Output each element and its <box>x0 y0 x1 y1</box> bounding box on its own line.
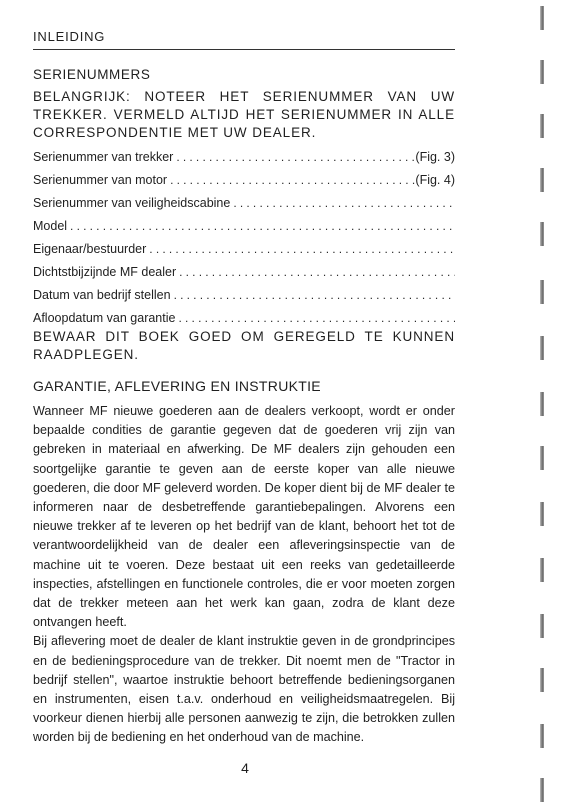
form-label: Serienummer van veiligheidscabine <box>33 196 231 210</box>
form-label: Eigenaar/bestuurder <box>33 242 147 256</box>
form-label: Model <box>33 219 68 233</box>
binding-mark <box>540 502 544 526</box>
form-row-model <box>33 219 455 242</box>
form-row-nearest-dealer <box>33 265 455 288</box>
header-divider <box>33 49 455 50</box>
fill-in-line <box>174 288 455 302</box>
binding-mark <box>540 60 544 84</box>
binding-mark <box>540 558 544 582</box>
binding-mark <box>540 724 544 748</box>
binding-mark <box>540 222 544 246</box>
binding-mark <box>540 668 544 692</box>
form-label: Datum van bedrijf stellen <box>33 288 171 302</box>
form-label: Dichtstbijzijnde MF dealer <box>33 265 177 279</box>
serial-section-title: SERIENUMMERS <box>33 67 151 82</box>
binding-mark <box>540 392 544 416</box>
page-number: 4 <box>241 760 249 776</box>
form-row-cab-serial <box>33 196 455 219</box>
serial-notice: BELANGRIJK: NOTEER HET SERIENUMMER VAN UW TREKKER. VERMELD ALTIJD HET SERIENUMMER IN ALLE CORRESPONDENTIE MET UW DEALER. <box>33 89 455 140</box>
form-row-engine-serial <box>33 173 455 196</box>
fill-in-line <box>179 265 455 279</box>
form-suffix: (Fig. 3) <box>415 150 455 164</box>
fill-in-line <box>170 173 415 187</box>
binding-mark <box>540 280 544 304</box>
form-label: Serienummer van motor <box>33 173 168 187</box>
fill-in-line <box>70 219 455 233</box>
serial-number-form <box>33 150 455 334</box>
fill-in-line <box>149 242 455 256</box>
binding-mark <box>540 614 544 638</box>
warranty-paragraph-1: Wanneer MF nieuwe goederen aan de dealers verkoopt, wordt er onder bepaalde condities de garantie gegeven dat de goederen vrij zijn van gebreken in materiaal en afwerking. De MF dealers zijn gehouden een soortgelijke garantie te geven aan de eerste koper van alle nieuwe goederen, die door MF geleverd worden. De koper dient bij de MF dealer te informeren naar de desbetreffende garantiebepalingen. Alvorens een nieuwe trekker af te leveren op het bedrijf van de klant, behoort het tot de verantwoordelijkheid van de dealer een afleveringsinspectie van de machine uit te voeren. Deze bestaat uit een reeks van gedetailleerde inspecties, afstellingen en functionele controles, die er voor moeten zorgen dat de trekker meteen aan het werk kan gaan, zodra de klant deze ontvangen heeft. <box>33 404 455 630</box>
binding-mark <box>540 778 544 802</box>
fill-in-line <box>178 311 455 325</box>
fill-in-line <box>233 196 455 210</box>
warranty-section-title: GARANTIE, AFLEVERING EN INSTRUKTIE <box>33 378 321 394</box>
keep-book-notice: BEWAAR DIT BOEK GOED OM GEREGELD TE KUNNEN RAADPLEGEN. <box>33 329 455 362</box>
form-row-owner <box>33 242 455 265</box>
form-row-tractor-serial <box>33 150 455 173</box>
binding-mark <box>540 168 544 192</box>
binding-mark <box>540 336 544 360</box>
form-suffix: (Fig. 4) <box>415 173 455 187</box>
page-header-title: INLEIDING <box>33 29 106 44</box>
form-row-commission-date <box>33 288 455 311</box>
fill-in-line <box>176 150 415 164</box>
warranty-paragraph-2: Bij aflevering moet de dealer de klant instruktie geven in de grondprincipes en de bedieningsprocedure van de trekker. Dit noemt men de "Tractor in bedrijf stellen", waartoe instruktie behoort betreffende bedieningsorganen en instrumenten, eisen t.a.v. onderhoud en veiligheidsmaatregelen. Bij voorkeur dienen hierbij alle personen aanwezig te zijn, die betrokken zullen worden bij de bediening en het onderhoud van de machine. <box>33 634 455 745</box>
binding-mark <box>540 114 544 138</box>
warranty-body <box>33 402 455 748</box>
form-label: Serienummer van trekker <box>33 150 174 164</box>
binding-mark <box>540 6 544 30</box>
form-label: Afloopdatum van garantie <box>33 311 176 325</box>
binding-mark <box>540 446 544 470</box>
